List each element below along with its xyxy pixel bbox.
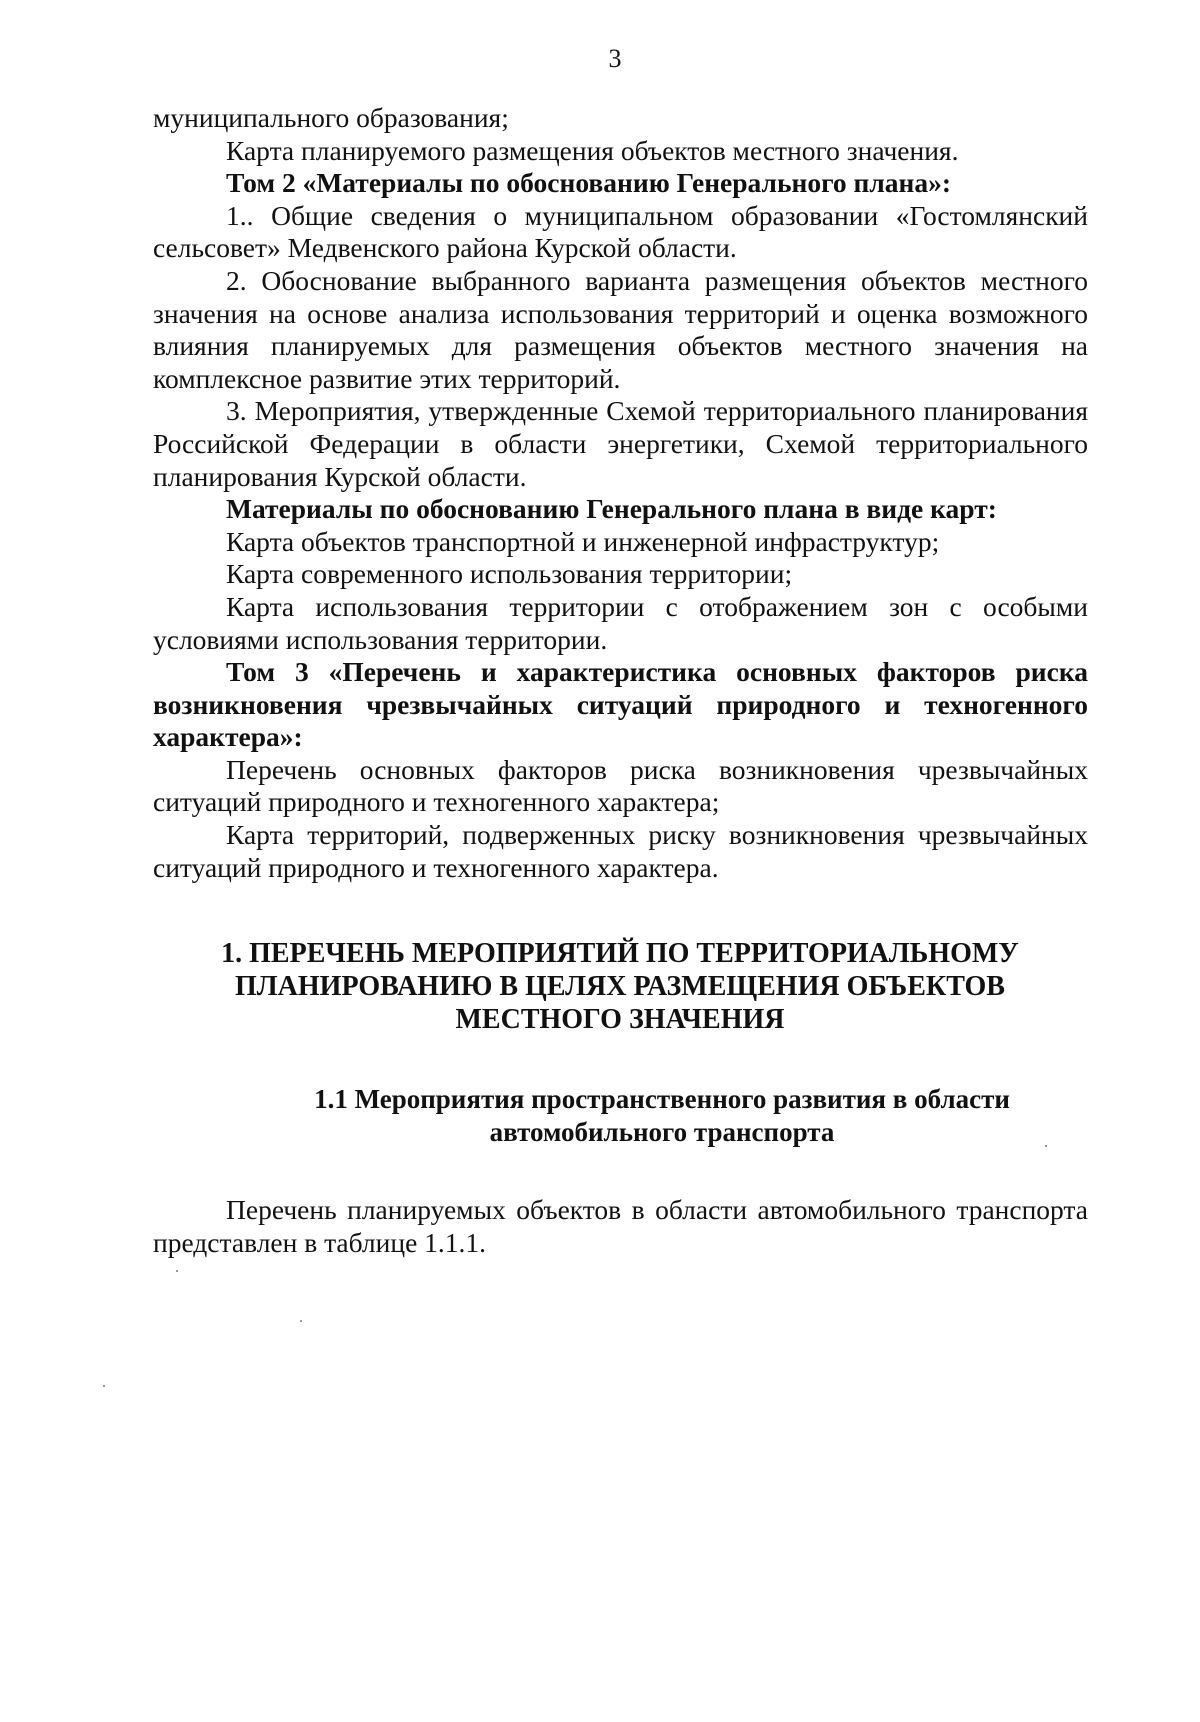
subsection-heading xyxy=(272,1083,1052,1149)
paragraph-map-special-zones: Карта использования территории с отображением зон с особыми условиями использования территории. xyxy=(153,590,1088,655)
paragraph-map-infrastructure: Карта объектов транспортной и инженерной инфраструктур; xyxy=(226,525,940,557)
section-heading xyxy=(160,937,1080,1036)
paragraph-municipal: муниципального образования; xyxy=(153,102,509,133)
subsection-heading-line: 1.1 Мероприятия пространственного развития в области xyxy=(314,1084,1010,1114)
volume-2-heading: Том 2 «Материалы по обоснованию Генерального плана»: xyxy=(226,167,952,199)
paragraph-map-risk-areas: Карта территорий, подверженных риску возникновения чрезвычайных ситуаций природного и техногенного характера. xyxy=(153,819,1088,883)
maps-materials-heading: Материалы по обоснованию Генерального плана в виде карт: xyxy=(226,493,997,525)
section-heading-line: МЕСТНОГО ЗНАЧЕНИЯ xyxy=(455,1004,785,1035)
paragraph-general-info: 1.. Общие сведения о муниципальном образовании «Гостомлянский сельсовет» Медвенского района Курской области. xyxy=(153,199,1088,264)
section-heading-line: 1. ПЕРЕЧЕНЬ МЕРОПРИЯТИЙ ПО ТЕРРИТОРИАЛЬНОМУ xyxy=(221,938,1019,969)
scan-speck xyxy=(300,1320,302,1322)
paragraph-transport-list: Перечень планируемых объектов в области автомобильного транспорта представлен в таблице 1.1.1. xyxy=(153,1194,1088,1258)
scan-speck xyxy=(176,1270,178,1272)
volume-3-heading: Том 3 «Перечень и характеристика основных факторов риска возникновения чрезвычайных ситуаций природного и техногенного характера»: xyxy=(153,656,1088,753)
subsection-heading-line: автомобильного транспорта xyxy=(489,1117,835,1147)
page-number: 3 xyxy=(608,44,622,73)
document-body xyxy=(153,102,1088,884)
paragraph-measures: 3. Мероприятия, утвержденные Схемой территориального планирования Российской Федерации в области энергетики, Схемой территориального планирования Курской области. xyxy=(153,395,1088,492)
scan-speck xyxy=(103,1385,105,1387)
closing-text xyxy=(153,1194,1088,1259)
scan-speck xyxy=(1045,1145,1047,1147)
paragraph-map-current-use: Карта современного использования территории; xyxy=(226,558,793,590)
paragraph-justification: 2. Обоснование выбранного варианта размещения объектов местного значения на основе анализа использования территорий и оценка возможного влияния планируемых для размещения объектов местного значения на комплексное развитие этих территорий. xyxy=(153,264,1088,394)
section-heading-line: ПЛАНИРОВАНИЮ В ЦЕЛЯХ РАЗМЕЩЕНИЯ ОБЪЕКТОВ xyxy=(235,971,1005,1002)
paragraph-map-planned: Карта планируемого размещения объектов местного значения. xyxy=(226,134,959,166)
paragraph-risk-factors: Перечень основных факторов риска возникновения чрезвычайных ситуаций природного и техногенного характера; xyxy=(153,753,1088,818)
